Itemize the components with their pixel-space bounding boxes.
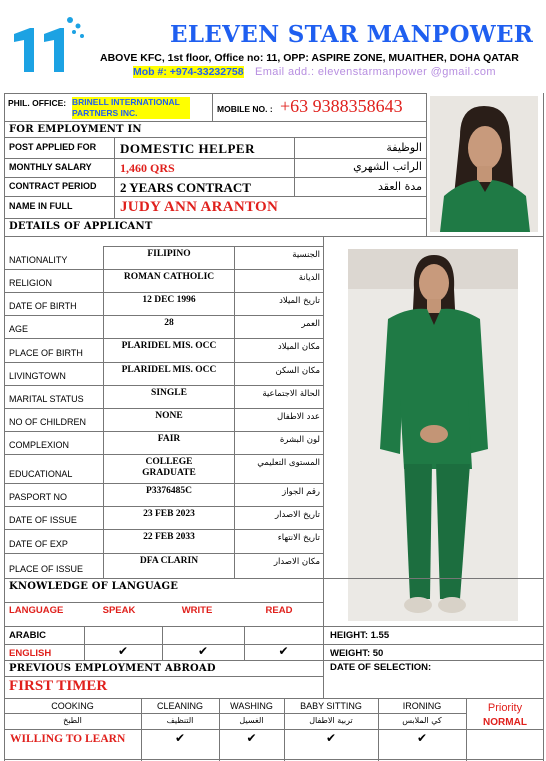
detail-value: NONE [155,411,183,421]
height-value: HEIGHT: 1.55 [330,630,390,641]
detail-label: COMPLEXION [9,440,70,450]
contract-period-arabic: مدة العقد [378,180,422,193]
english-language: ENGLISH [9,648,52,659]
baby-sitting-arabic: تربية الاطفال [309,716,353,725]
detail-arabic: الديانة [298,273,320,283]
phil-office-label: PHIL. OFFICE: [8,98,67,108]
english-write-check: ✔ [197,644,209,658]
priority-value: NORMAL [483,717,527,728]
ironing-check: ✔ [416,731,428,745]
cleaning-arabic: التنظيف [166,716,194,725]
applicant-full-body-photo [348,249,518,621]
english-read-check: ✔ [278,644,289,658]
mobile-value: +63 9388358643 [280,96,403,116]
post-applied-arabic: الوظيفة [386,141,422,154]
detail-value: COLLEGE GRADUATE [142,457,196,478]
contract-period-value: 2 YEARS CONTRACT [120,180,251,195]
priority-label: Priority [487,702,523,714]
detail-label: DATE OF BIRTH [9,301,77,311]
cooking-header: COOKING [51,701,94,711]
detail-arabic: مكان السكن [275,366,320,376]
ironing-header: IRONING [402,701,442,711]
phil-office-value: BRINELL INTERNATIONAL PARTNERS INC. [72,97,190,119]
detail-value: 22 FEB 2033 [143,532,195,542]
cooking-value: WILLING TO LEARN [10,733,126,745]
english-speak-check: ✔ [117,644,129,658]
detail-value: FAIR [157,434,181,444]
language-section-title: KNOWLEDGE OF LANGUAGE [9,581,179,592]
detail-value: 12 DEC 1996 [142,295,196,305]
language-header: LANGUAGE [9,605,64,616]
company-logo [8,14,90,74]
full-name-label: NAME IN FULL [9,201,73,211]
detail-label: EDUCATIONAL [9,469,73,479]
detail-value: PLARIDEL MIS. OCC [121,365,217,375]
detail-arabic: مكان الميلاد [277,342,320,352]
washing-check: ✔ [246,731,257,745]
employment-section-title: FOR EMPLOYMENT IN [9,124,142,135]
weight-value: WEIGHT: 50 [330,648,384,659]
detail-arabic: رقم الجواز [282,487,320,497]
detail-arabic: تاريخ الميلاد [279,296,320,306]
detail-value: DFA CLARIN [139,556,199,566]
cleaning-header: CLEANING [156,701,203,711]
mobile-label: MOBILE NO. : [217,104,273,114]
detail-label: NATIONALITY [9,255,68,265]
baby-sitting-header: BABY SITTING [300,701,362,711]
detail-arabic: عدد الاطفال [276,412,320,422]
detail-label: AGE [9,324,29,334]
detail-value: SINGLE [151,388,187,398]
company-name: ELEVEN STAR MANPOWER [170,21,534,48]
detail-label: PASPORT NO [9,492,68,502]
monthly-salary-arabic: الراتب الشهري [353,160,422,173]
details-section-title: DETAILS OF APPLICANT [9,221,153,232]
detail-arabic: تاريخ الانتهاء [277,533,320,543]
detail-arabic: العمر [301,319,320,329]
detail-value: PLARIDEL MIS. OCC [121,341,217,351]
post-applied-label: POST APPLIED FOR [9,142,97,152]
date-of-selection-label: DATE OF SELECTION: [330,662,432,673]
detail-label: PLACE OF ISSUE [9,564,84,574]
cooking-arabic: الطبخ [63,716,82,725]
detail-arabic: الحالة الاجتماعية [262,389,320,399]
ironing-arabic: كي الملابس [402,716,442,725]
detail-arabic: لون البشرة [279,435,320,445]
monthly-salary-label: MONTHLY SALARY [9,162,92,172]
detail-label: DATE OF ISSUE [9,515,77,525]
detail-value: P3376485C [146,486,192,496]
detail-label: LIVINGTOWN [9,371,66,381]
post-applied-value: DOMESTIC HELPER [120,141,255,156]
detail-value: 28 [164,318,174,328]
detail-label: PLACE OF BIRTH [9,348,83,358]
washing-header: WASHING [230,701,273,711]
detail-label: DATE OF EXP [9,539,68,549]
detail-label: RELIGION [9,278,53,288]
cleaning-check: ✔ [174,731,186,745]
previous-employment-title: PREVIOUS EMPLOYMENT ABROAD [9,663,216,674]
detail-label: MARITAL STATUS [9,394,84,404]
washing-arabic: الغسيل [239,716,264,725]
read-header: READ [265,605,293,616]
arabic-language: ARABIC [9,630,46,641]
detail-value: 23 FEB 2023 [143,509,195,519]
contract-period-label: CONTRACT PERIOD [9,181,97,191]
baby-sitting-check: ✔ [325,731,337,745]
detail-label: NO OF CHILDREN [9,417,87,427]
monthly-salary-value: 1,460 QRS [120,161,175,175]
full-name-value: JUDY ANN ARANTON [120,199,279,215]
previous-employment-value: FIRST TIMER [9,678,108,694]
company-address: ABOVE KFC, 1st floor, Office no: 11, OPP: ASPIRE ZONE, MUAITHER, DOHA QATAR [100,52,519,64]
applicant-portrait-photo [430,96,538,232]
detail-arabic: المستوى التعليمي [257,458,320,468]
company-mobile: Mob #: +974-33232758 [133,66,244,78]
detail-value: ROMAN CATHOLIC [123,272,215,282]
detail-arabic: مكان الاصدار [273,557,320,567]
detail-value: FILIPINO [147,249,191,259]
company-email: Email add.: elevenstarmanpower @gmail.com [255,66,496,78]
detail-arabic: تاريخ الاصدار [275,510,320,520]
speak-header: SPEAK [102,605,136,616]
detail-arabic: الجنسية [292,250,320,260]
write-header: WRITE [181,605,213,616]
